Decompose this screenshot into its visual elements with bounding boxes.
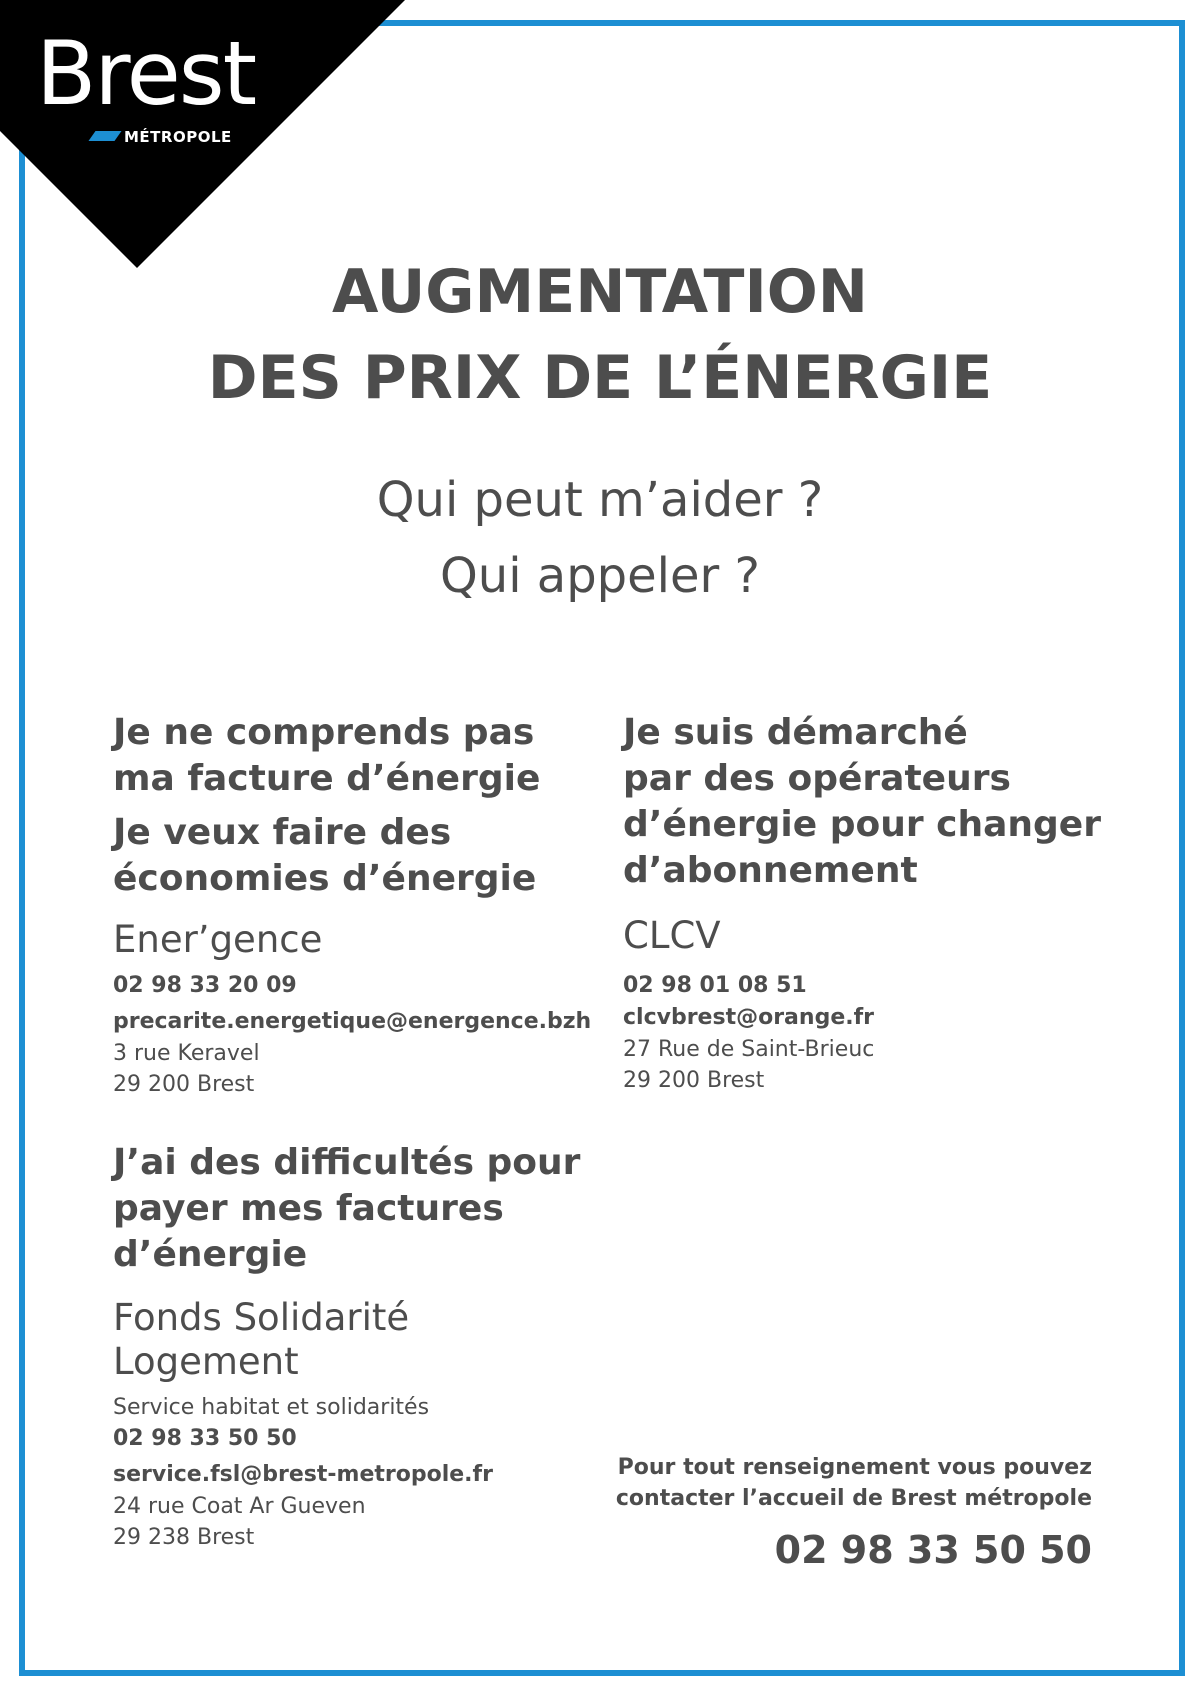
right-question-line: par des opérateurs bbox=[623, 758, 1011, 799]
left-phone: 02 98 33 20 09 bbox=[113, 973, 297, 998]
left-question-line: Je veux faire des bbox=[113, 812, 452, 853]
contact-line: Pour tout renseignement vous pouvez bbox=[617, 1455, 1092, 1480]
contact-block bbox=[572, 1452, 1092, 1574]
bottom-phone: 02 98 33 50 50 bbox=[113, 1426, 297, 1451]
right-question-line: Je suis démarché bbox=[623, 712, 968, 753]
title-line-1: AUGMENTATION bbox=[332, 257, 868, 327]
logo-subtitle: MÉTROPOLE bbox=[124, 128, 232, 146]
bottom-question-line: payer mes factures bbox=[113, 1188, 504, 1229]
bottom-question-line: J’ai des difficultés pour bbox=[113, 1142, 581, 1183]
left-address-line: 29 200 Brest bbox=[113, 1072, 255, 1097]
left-question-line: Je ne comprends pas bbox=[113, 712, 535, 753]
bottom-question-line: d’énergie bbox=[113, 1234, 308, 1275]
title-line-2: DES PRIX DE L’ÉNERGIE bbox=[207, 343, 993, 413]
left-org-name: Ener’gence bbox=[113, 918, 323, 961]
right-org-name: CLCV bbox=[623, 914, 721, 957]
right-email: clcvbrest@orange.fr bbox=[623, 1005, 875, 1030]
bottom-address-line: 24 rue Coat Ar Gueven bbox=[113, 1494, 366, 1519]
bottom-service: Service habitat et solidarités bbox=[113, 1395, 430, 1420]
left-question-line: économies d’énergie bbox=[113, 858, 537, 899]
left-question-line: ma facture d’énergie bbox=[113, 758, 541, 799]
contact-phone: 02 98 33 50 50 bbox=[774, 1528, 1092, 1572]
right-phone: 02 98 01 08 51 bbox=[623, 973, 807, 998]
bottom-info-block bbox=[113, 1140, 633, 1553]
left-info-block bbox=[113, 710, 633, 1100]
left-address-line: 3 rue Keravel bbox=[113, 1041, 260, 1066]
right-address-line: 27 Rue de Saint-Brieuc bbox=[623, 1037, 875, 1062]
bottom-org-name: Fonds Solidarité bbox=[113, 1296, 410, 1339]
contact-line: contacter l’accueil de Brest métropole bbox=[615, 1486, 1092, 1511]
subtitle-line-1: Qui peut m’aider ? bbox=[376, 472, 824, 528]
right-info-block bbox=[623, 710, 1123, 1096]
bottom-org-name: Logement bbox=[113, 1340, 299, 1383]
logo-wordmark: Brest bbox=[36, 22, 256, 125]
bottom-email: service.fsl@brest-metropole.fr bbox=[113, 1462, 493, 1487]
left-email: precarite.energetique@energence.bzh bbox=[113, 1009, 592, 1034]
subtitle-line-2: Qui appeler ? bbox=[439, 548, 760, 604]
right-question-line: d’abonnement bbox=[623, 850, 918, 891]
right-question-line: d’énergie pour changer bbox=[623, 804, 1101, 845]
bottom-address-line: 29 238 Brest bbox=[113, 1525, 255, 1550]
right-address-line: 29 200 Brest bbox=[623, 1068, 765, 1093]
